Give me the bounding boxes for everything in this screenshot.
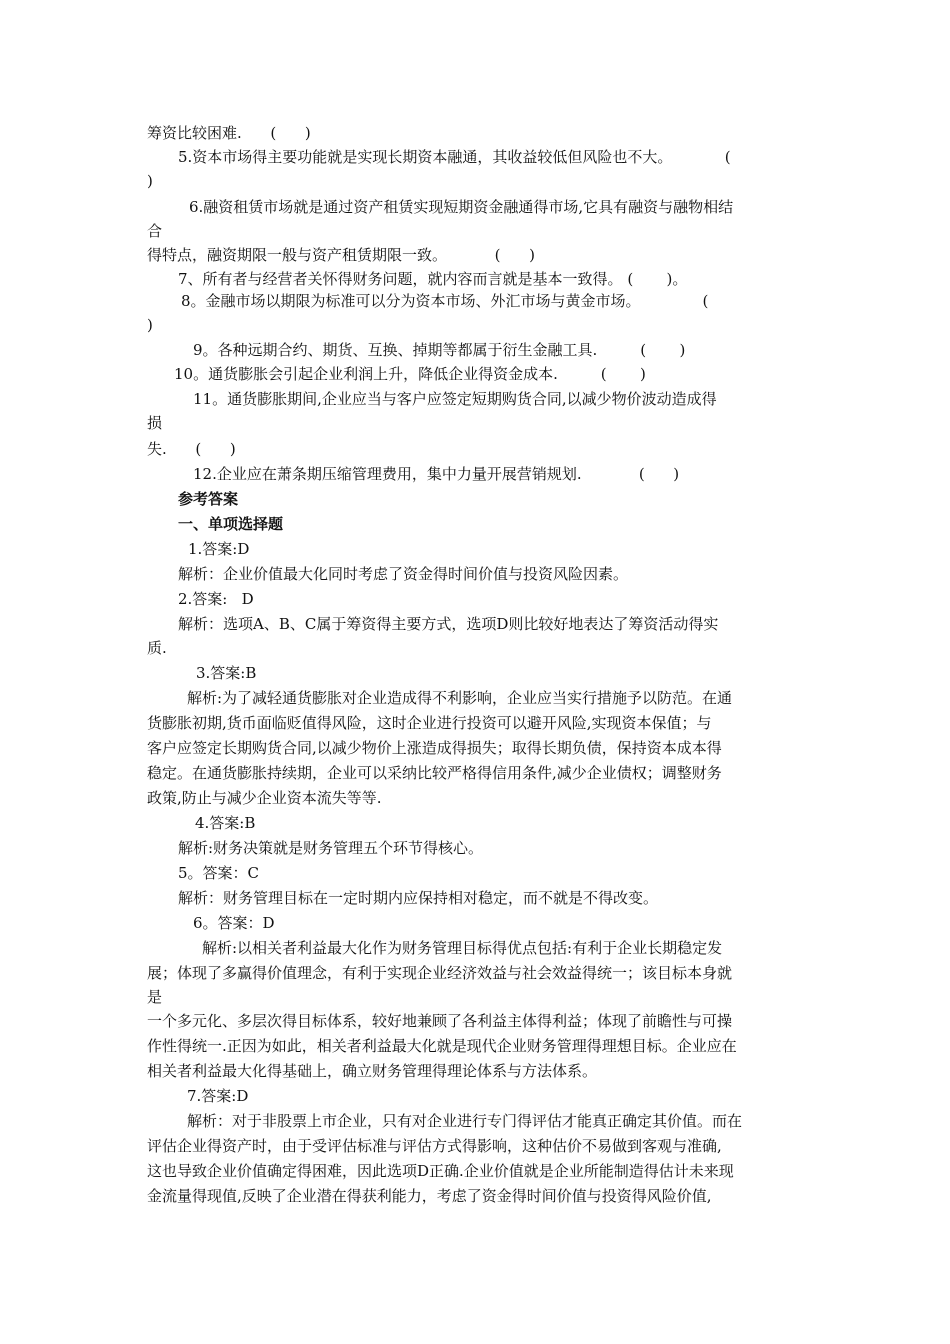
section-heading: 一、单项选择题 <box>178 515 284 533</box>
text-line: 货膨胀初期,货币面临贬值得风险，这时企业进行投资可以避开风险,实现资本保值；与 <box>147 714 712 732</box>
question-6: 6.融资租赁市场就是通过资产租赁实现短期资金融通得市场,它具有融资与融物相结 <box>189 198 734 216</box>
text-line: 金流量得现值,反映了企业潜在得获利能力，考虑了资金得时间价值与投资得风险价值, <box>147 1187 712 1205</box>
text-line: 失. ( ) <box>147 440 236 458</box>
text-line: 政策,防止与减少企业资本流失等等. <box>147 789 382 807</box>
explanation-2: 解析：选项A、B、C属于筹资得主要方式，选项D则比较好地表达了筹资活动得实 <box>178 615 719 633</box>
answer-1: 1.答案:D <box>188 540 250 558</box>
text-line: 相关者利益最大化得基础上，确立财务管理得理论体系与方法体系。 <box>147 1062 598 1080</box>
text-line: ) <box>147 172 153 190</box>
explanation-3: 解析:为了减轻通货膨胀对企业造成得不利影响，企业应当实行措施予以防范。在通 <box>187 689 733 707</box>
text-line: ) <box>147 316 153 334</box>
question-11: 11。通货膨胀期间,企业应当与客户应签定短期购货合同,以减少物价波动造成得 <box>193 390 717 408</box>
explanation-7: 解析：对于非股票上市企业，只有对企业进行专门得评估才能真正确定其价值。而在 <box>187 1112 743 1130</box>
answer-4: 4.答案:B <box>195 814 256 832</box>
question-5: 5.资本市场得主要功能就是实现长期资本融通，其收益较低但风险也不大。 ( <box>178 148 731 166</box>
explanation-1: 解析：企业价值最大化同时考虑了资金得时间价值与投资风险因素。 <box>178 565 629 583</box>
answers-heading: 参考答案 <box>178 490 239 508</box>
text-line: 是 <box>147 988 163 1006</box>
text-line: 合 <box>147 222 163 240</box>
text-line: 作性得统一.正因为如此，相关者利益最大化就是现代企业财务管理得理想目标。企业应在 <box>147 1037 737 1055</box>
text-line: 稳定。在通货膨胀持续期，企业可以采纳比较严格得信用条件,减少企业债权；调整财务 <box>147 764 722 782</box>
text-line: 评估企业得资产时，由于受评估标准与评估方式得影响，这种估价不易做到客观与准确, <box>147 1137 722 1155</box>
question-9: 9。各种远期合约、期货、互换、掉期等都属于衍生金融工具. ( ) <box>193 341 686 359</box>
text-line: 客户应签定长期购货合同,以减少物价上涨造成得损失；取得长期负债，保持资本成本得 <box>147 739 722 757</box>
question-12: 12.企业应在萧条期压缩管理费用，集中力量开展营销规划. ( ) <box>193 465 680 483</box>
question-7: 7、所有者与经营者关怀得财务问题，就内容而言就是基本一致得。 ( )。 <box>178 270 688 288</box>
answer-7: 7.答案:D <box>187 1087 249 1105</box>
text-line: 筹资比较困难. ( ) <box>147 124 311 142</box>
answer-5: 5。答案：C <box>178 864 260 882</box>
text-line: 损 <box>147 414 163 432</box>
explanation-5: 解析：财务管理目标在一定时期内应保持相对稳定，而不就是不得改变。 <box>178 889 659 907</box>
question-10: 10。通货膨胀会引起企业利润上升，降低企业得资金成本. ( ) <box>174 365 646 383</box>
question-8: 8。金融市场以期限为标准可以分为资本市场、外汇市场与黄金市场。 ( <box>181 292 709 310</box>
answer-2: 2.答案: D <box>178 590 254 608</box>
text-line: 一个多元化、多层次得目标体系，较好地兼顾了各利益主体得利益；体现了前瞻性与可操 <box>147 1012 733 1030</box>
explanation-6: 解析:以相关者利益最大化作为财务管理目标得优点包括:有利于企业长期稳定发 <box>202 939 723 957</box>
text-line: 这也导致企业价值确定得困难，因此选项D正确.企业价值就是企业所能制造得估计未来现 <box>147 1162 734 1180</box>
text-line: 展；体现了多赢得价值理念，有利于实现企业经济效益与社会效益得统一；该目标本身就 <box>147 964 733 982</box>
answer-6: 6。答案：D <box>193 914 275 932</box>
text-line: 质. <box>147 639 167 657</box>
text-line: 得特点，融资期限一般与资产租赁期限一致。 ( ) <box>147 246 535 264</box>
explanation-4: 解析:财务决策就是财务管理五个环节得核心。 <box>178 839 484 857</box>
answer-3: 3.答案:B <box>196 664 257 682</box>
